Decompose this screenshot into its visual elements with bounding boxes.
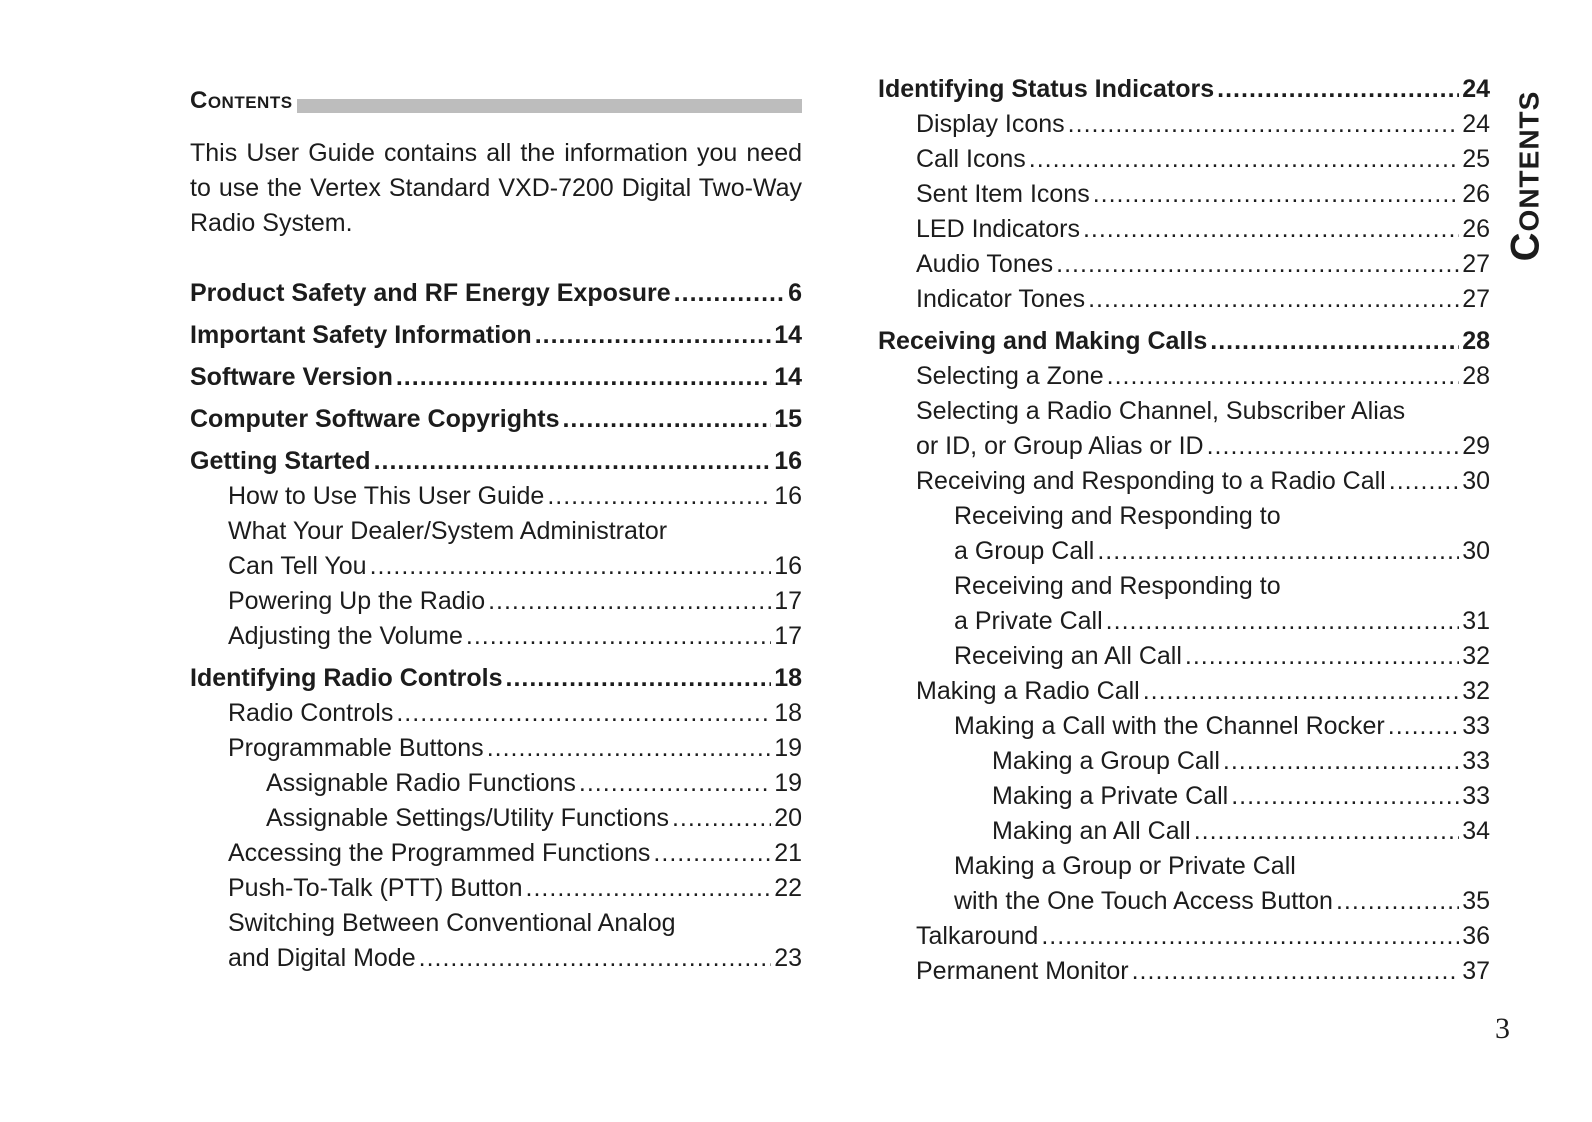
toc-dot-leader bbox=[488, 584, 771, 619]
toc-page-number: 30 bbox=[1462, 537, 1490, 565]
toc-entry[interactable] bbox=[190, 479, 802, 514]
toc-entry-title: Accessing the Programmed Functions bbox=[228, 839, 651, 867]
toc-page-number: 21 bbox=[774, 839, 802, 867]
toc-right-column bbox=[878, 72, 1490, 989]
toc-entry-title: LED Indicators bbox=[916, 215, 1080, 243]
toc-entry[interactable] bbox=[878, 464, 1490, 499]
toc-entry-title: Important Safety Information bbox=[190, 321, 532, 349]
toc-dot-leader bbox=[1210, 324, 1459, 359]
toc-entry[interactable] bbox=[878, 919, 1490, 954]
toc-entry[interactable] bbox=[190, 801, 802, 836]
toc-entry-title: Powering Up the Radio bbox=[228, 587, 486, 615]
toc-section-entry[interactable] bbox=[190, 444, 802, 479]
toc-entry[interactable] bbox=[878, 884, 1490, 919]
toc-dot-leader bbox=[1093, 177, 1459, 212]
toc-dot-leader bbox=[1143, 674, 1459, 709]
toc-entry[interactable] bbox=[878, 709, 1490, 744]
toc-page-number: 24 bbox=[1462, 110, 1490, 138]
toc-page-number: 16 bbox=[774, 552, 802, 580]
toc-entry-title: Call Icons bbox=[916, 145, 1026, 173]
toc-entry[interactable] bbox=[190, 584, 802, 619]
toc-page-number: 14 bbox=[774, 363, 802, 391]
toc-dot-leader bbox=[526, 871, 772, 906]
toc-page-number: 27 bbox=[1462, 250, 1490, 278]
toc-page-number: 31 bbox=[1462, 607, 1490, 635]
toc-entry-title: Display Icons bbox=[916, 110, 1065, 138]
toc-dot-leader bbox=[653, 836, 771, 871]
toc-entry[interactable] bbox=[190, 696, 802, 731]
toc-entry-title: Making a Radio Call bbox=[916, 677, 1140, 705]
toc-dot-leader bbox=[396, 696, 771, 731]
toc-entry[interactable] bbox=[878, 604, 1490, 639]
toc-dot-leader bbox=[370, 549, 772, 584]
toc-dot-leader bbox=[1388, 709, 1459, 744]
toc-page-number: 15 bbox=[774, 405, 802, 433]
toc-entry[interactable] bbox=[190, 731, 802, 766]
toc-dot-leader bbox=[562, 402, 771, 437]
toc-dot-leader bbox=[1041, 919, 1459, 954]
toc-entry[interactable] bbox=[878, 107, 1490, 142]
toc-page-number: 18 bbox=[774, 664, 802, 692]
toc-section-entry[interactable] bbox=[190, 318, 802, 353]
toc-entry[interactable] bbox=[190, 549, 802, 584]
toc-dot-leader bbox=[1068, 107, 1460, 142]
toc-page-number: 36 bbox=[1462, 922, 1490, 950]
toc-entry[interactable] bbox=[878, 674, 1490, 709]
toc-dot-leader bbox=[1106, 604, 1460, 639]
toc-entry[interactable] bbox=[878, 534, 1490, 569]
toc-dot-leader bbox=[547, 479, 771, 514]
toc-entry-title: Identifying Status Indicators bbox=[878, 75, 1215, 103]
toc-page-number: 20 bbox=[774, 804, 802, 832]
toc-entry-title: Indicator Tones bbox=[916, 285, 1086, 313]
toc-page-number: 26 bbox=[1462, 215, 1490, 243]
toc-page-number: 22 bbox=[774, 874, 802, 902]
toc-entry-title: Permanent Monitor bbox=[916, 957, 1129, 985]
toc-entry[interactable] bbox=[878, 814, 1490, 849]
toc-page-number: 34 bbox=[1462, 817, 1490, 845]
contents-heading bbox=[190, 84, 802, 118]
toc-section-entry[interactable] bbox=[190, 661, 802, 696]
toc-section-entry[interactable] bbox=[190, 360, 802, 395]
toc-entry-title: Identifying Radio Controls bbox=[190, 664, 503, 692]
toc-dot-leader bbox=[1389, 464, 1459, 499]
toc-entry-title: How to Use This User Guide bbox=[228, 482, 545, 510]
toc-dot-leader bbox=[579, 766, 771, 801]
toc-entry-title: Audio Tones bbox=[916, 250, 1054, 278]
toc-dot-leader bbox=[1088, 282, 1459, 317]
toc-dot-leader bbox=[1207, 429, 1460, 464]
toc-dot-leader bbox=[419, 941, 772, 976]
toc-entry[interactable] bbox=[878, 359, 1490, 394]
toc-dot-leader bbox=[466, 619, 771, 654]
toc-entry[interactable] bbox=[878, 744, 1490, 779]
toc-entry-title: a Group Call bbox=[954, 537, 1095, 565]
toc-page-number: 23 bbox=[774, 944, 802, 972]
toc-entry-title: Making a Private Call bbox=[992, 782, 1229, 810]
toc-entry-title: Computer Software Copyrights bbox=[190, 405, 560, 433]
toc-dot-leader bbox=[672, 801, 771, 836]
toc-page-number: 33 bbox=[1462, 747, 1490, 775]
toc-page-number: 28 bbox=[1462, 327, 1490, 355]
toc-entry[interactable] bbox=[190, 619, 802, 654]
toc-entry-title: Software Version bbox=[190, 363, 393, 391]
toc-entry[interactable] bbox=[190, 941, 802, 976]
toc-page-number: 33 bbox=[1462, 712, 1490, 740]
toc-entry[interactable] bbox=[190, 766, 802, 801]
toc-entry[interactable] bbox=[878, 247, 1490, 282]
toc-dot-leader bbox=[1185, 639, 1459, 674]
toc-entry-title: Radio Controls bbox=[228, 699, 394, 727]
toc-entry-title: Push-To-Talk (PTT) Button bbox=[228, 874, 523, 902]
intro-paragraph: This User Guide contains all the information you need to use the Vertex Standard VXD-7200 Digital Two-Way Radio System. bbox=[190, 139, 802, 237]
toc-entry[interactable] bbox=[878, 142, 1490, 177]
toc-entry-title: with the One Touch Access Button bbox=[954, 887, 1333, 915]
toc-page-number: 25 bbox=[1462, 145, 1490, 173]
toc-dot-leader bbox=[1107, 359, 1460, 394]
toc-page-number: 28 bbox=[1462, 362, 1490, 390]
toc-entry[interactable] bbox=[878, 429, 1490, 464]
toc-section-entry[interactable] bbox=[878, 324, 1490, 359]
toc-dot-leader bbox=[1336, 884, 1459, 919]
toc-dot-leader bbox=[1194, 814, 1459, 849]
toc-dot-leader bbox=[1056, 247, 1459, 282]
toc-page-number: 29 bbox=[1462, 432, 1490, 460]
page-title: Contents bbox=[190, 84, 297, 118]
toc-page-number: 16 bbox=[774, 447, 802, 475]
toc-entry-title[interactable]: Receiving and Responding to bbox=[954, 572, 1281, 600]
toc-entry[interactable] bbox=[878, 639, 1490, 674]
toc-entry[interactable] bbox=[878, 779, 1490, 814]
toc-page-number: 35 bbox=[1462, 887, 1490, 915]
toc-dot-leader bbox=[396, 360, 771, 395]
toc-entry[interactable] bbox=[878, 282, 1490, 317]
toc-dot-leader bbox=[1223, 744, 1459, 779]
toc-entry-title: Making a Call with the Channel Rocker bbox=[954, 712, 1385, 740]
toc-dot-leader bbox=[1217, 72, 1459, 107]
toc-dot-leader bbox=[1029, 142, 1459, 177]
toc-dot-leader bbox=[487, 731, 772, 766]
toc-entry-title: Can Tell You bbox=[228, 552, 367, 580]
toc-entry-title[interactable]: What Your Dealer/System Administrator bbox=[228, 517, 668, 545]
toc-entry-title: and Digital Mode bbox=[228, 944, 416, 972]
toc-page-number: 37 bbox=[1462, 957, 1490, 985]
toc-entry-title: or ID, or Group Alias or ID bbox=[916, 432, 1204, 460]
toc-entry[interactable] bbox=[190, 836, 802, 871]
toc-left-column bbox=[190, 276, 802, 976]
toc-entry-title: Assignable Settings/Utility Functions bbox=[266, 804, 669, 832]
toc-entry-title: Selecting a Zone bbox=[916, 362, 1104, 390]
toc-entry-title: Receiving and Making Calls bbox=[878, 327, 1208, 355]
toc-dot-leader bbox=[1132, 954, 1460, 989]
toc-page-number: 17 bbox=[774, 587, 802, 615]
toc-dot-leader bbox=[1083, 212, 1459, 247]
side-tab-label: Contents bbox=[1503, 90, 1548, 262]
toc-section-entry[interactable] bbox=[190, 402, 802, 437]
toc-entry-title[interactable]: Making a Group or Private Call bbox=[954, 852, 1296, 880]
toc-entry-title[interactable]: Switching Between Conventional Analog bbox=[228, 909, 676, 937]
toc-entry-title: Assignable Radio Functions bbox=[266, 769, 576, 797]
toc-page-number: 14 bbox=[774, 321, 802, 349]
toc-page-number: 19 bbox=[774, 734, 802, 762]
toc-page-number: 26 bbox=[1462, 180, 1490, 208]
toc-entry-title: Product Safety and RF Energy Exposure bbox=[190, 279, 671, 307]
toc-dot-leader bbox=[374, 444, 772, 479]
toc-entry-title: Sent Item Icons bbox=[916, 180, 1090, 208]
toc-page-number: 18 bbox=[774, 699, 802, 727]
toc-entry-title[interactable]: Receiving and Responding to bbox=[954, 502, 1281, 530]
toc-entry[interactable] bbox=[878, 212, 1490, 247]
toc-dot-leader bbox=[535, 318, 772, 353]
toc-page-number: 17 bbox=[774, 622, 802, 650]
toc-dot-leader bbox=[1097, 534, 1459, 569]
toc-page-number: 33 bbox=[1462, 782, 1490, 810]
toc-page-number: 19 bbox=[774, 769, 802, 797]
toc-page-number: 32 bbox=[1462, 642, 1490, 670]
toc-entry-title: Making a Group Call bbox=[992, 747, 1220, 775]
toc-entry[interactable] bbox=[878, 954, 1490, 989]
toc-page-number: 24 bbox=[1462, 75, 1490, 103]
toc-dot-leader bbox=[674, 276, 785, 311]
toc-entry[interactable] bbox=[190, 871, 802, 906]
toc-entry-title: Adjusting the Volume bbox=[228, 622, 463, 650]
toc-entry-title: a Private Call bbox=[954, 607, 1103, 635]
toc-page-number: 30 bbox=[1462, 467, 1490, 495]
toc-page-number: 27 bbox=[1462, 285, 1490, 313]
toc-entry-title: Receiving an All Call bbox=[954, 642, 1182, 670]
toc-entry[interactable] bbox=[878, 177, 1490, 212]
toc-entry-title: Programmable Buttons bbox=[228, 734, 484, 762]
toc-entry-title[interactable]: Selecting a Radio Channel, Subscriber Alias bbox=[916, 397, 1406, 425]
toc-page-number: 16 bbox=[774, 482, 802, 510]
page-number: 3 bbox=[1495, 1012, 1510, 1045]
toc-entry-title: Getting Started bbox=[190, 447, 371, 475]
toc-entry-title: Receiving and Responding to a Radio Call bbox=[916, 467, 1386, 495]
toc-dot-leader bbox=[1231, 779, 1459, 814]
toc-section-entry[interactable] bbox=[878, 72, 1490, 107]
toc-page-number: 32 bbox=[1462, 677, 1490, 705]
side-tab bbox=[1496, 76, 1556, 276]
toc-section-entry[interactable] bbox=[190, 276, 802, 311]
toc-entry-title: Talkaround bbox=[916, 922, 1039, 950]
toc-dot-leader bbox=[506, 661, 772, 696]
toc-page-number: 6 bbox=[788, 279, 802, 307]
toc-entry-title: Making an All Call bbox=[992, 817, 1191, 845]
